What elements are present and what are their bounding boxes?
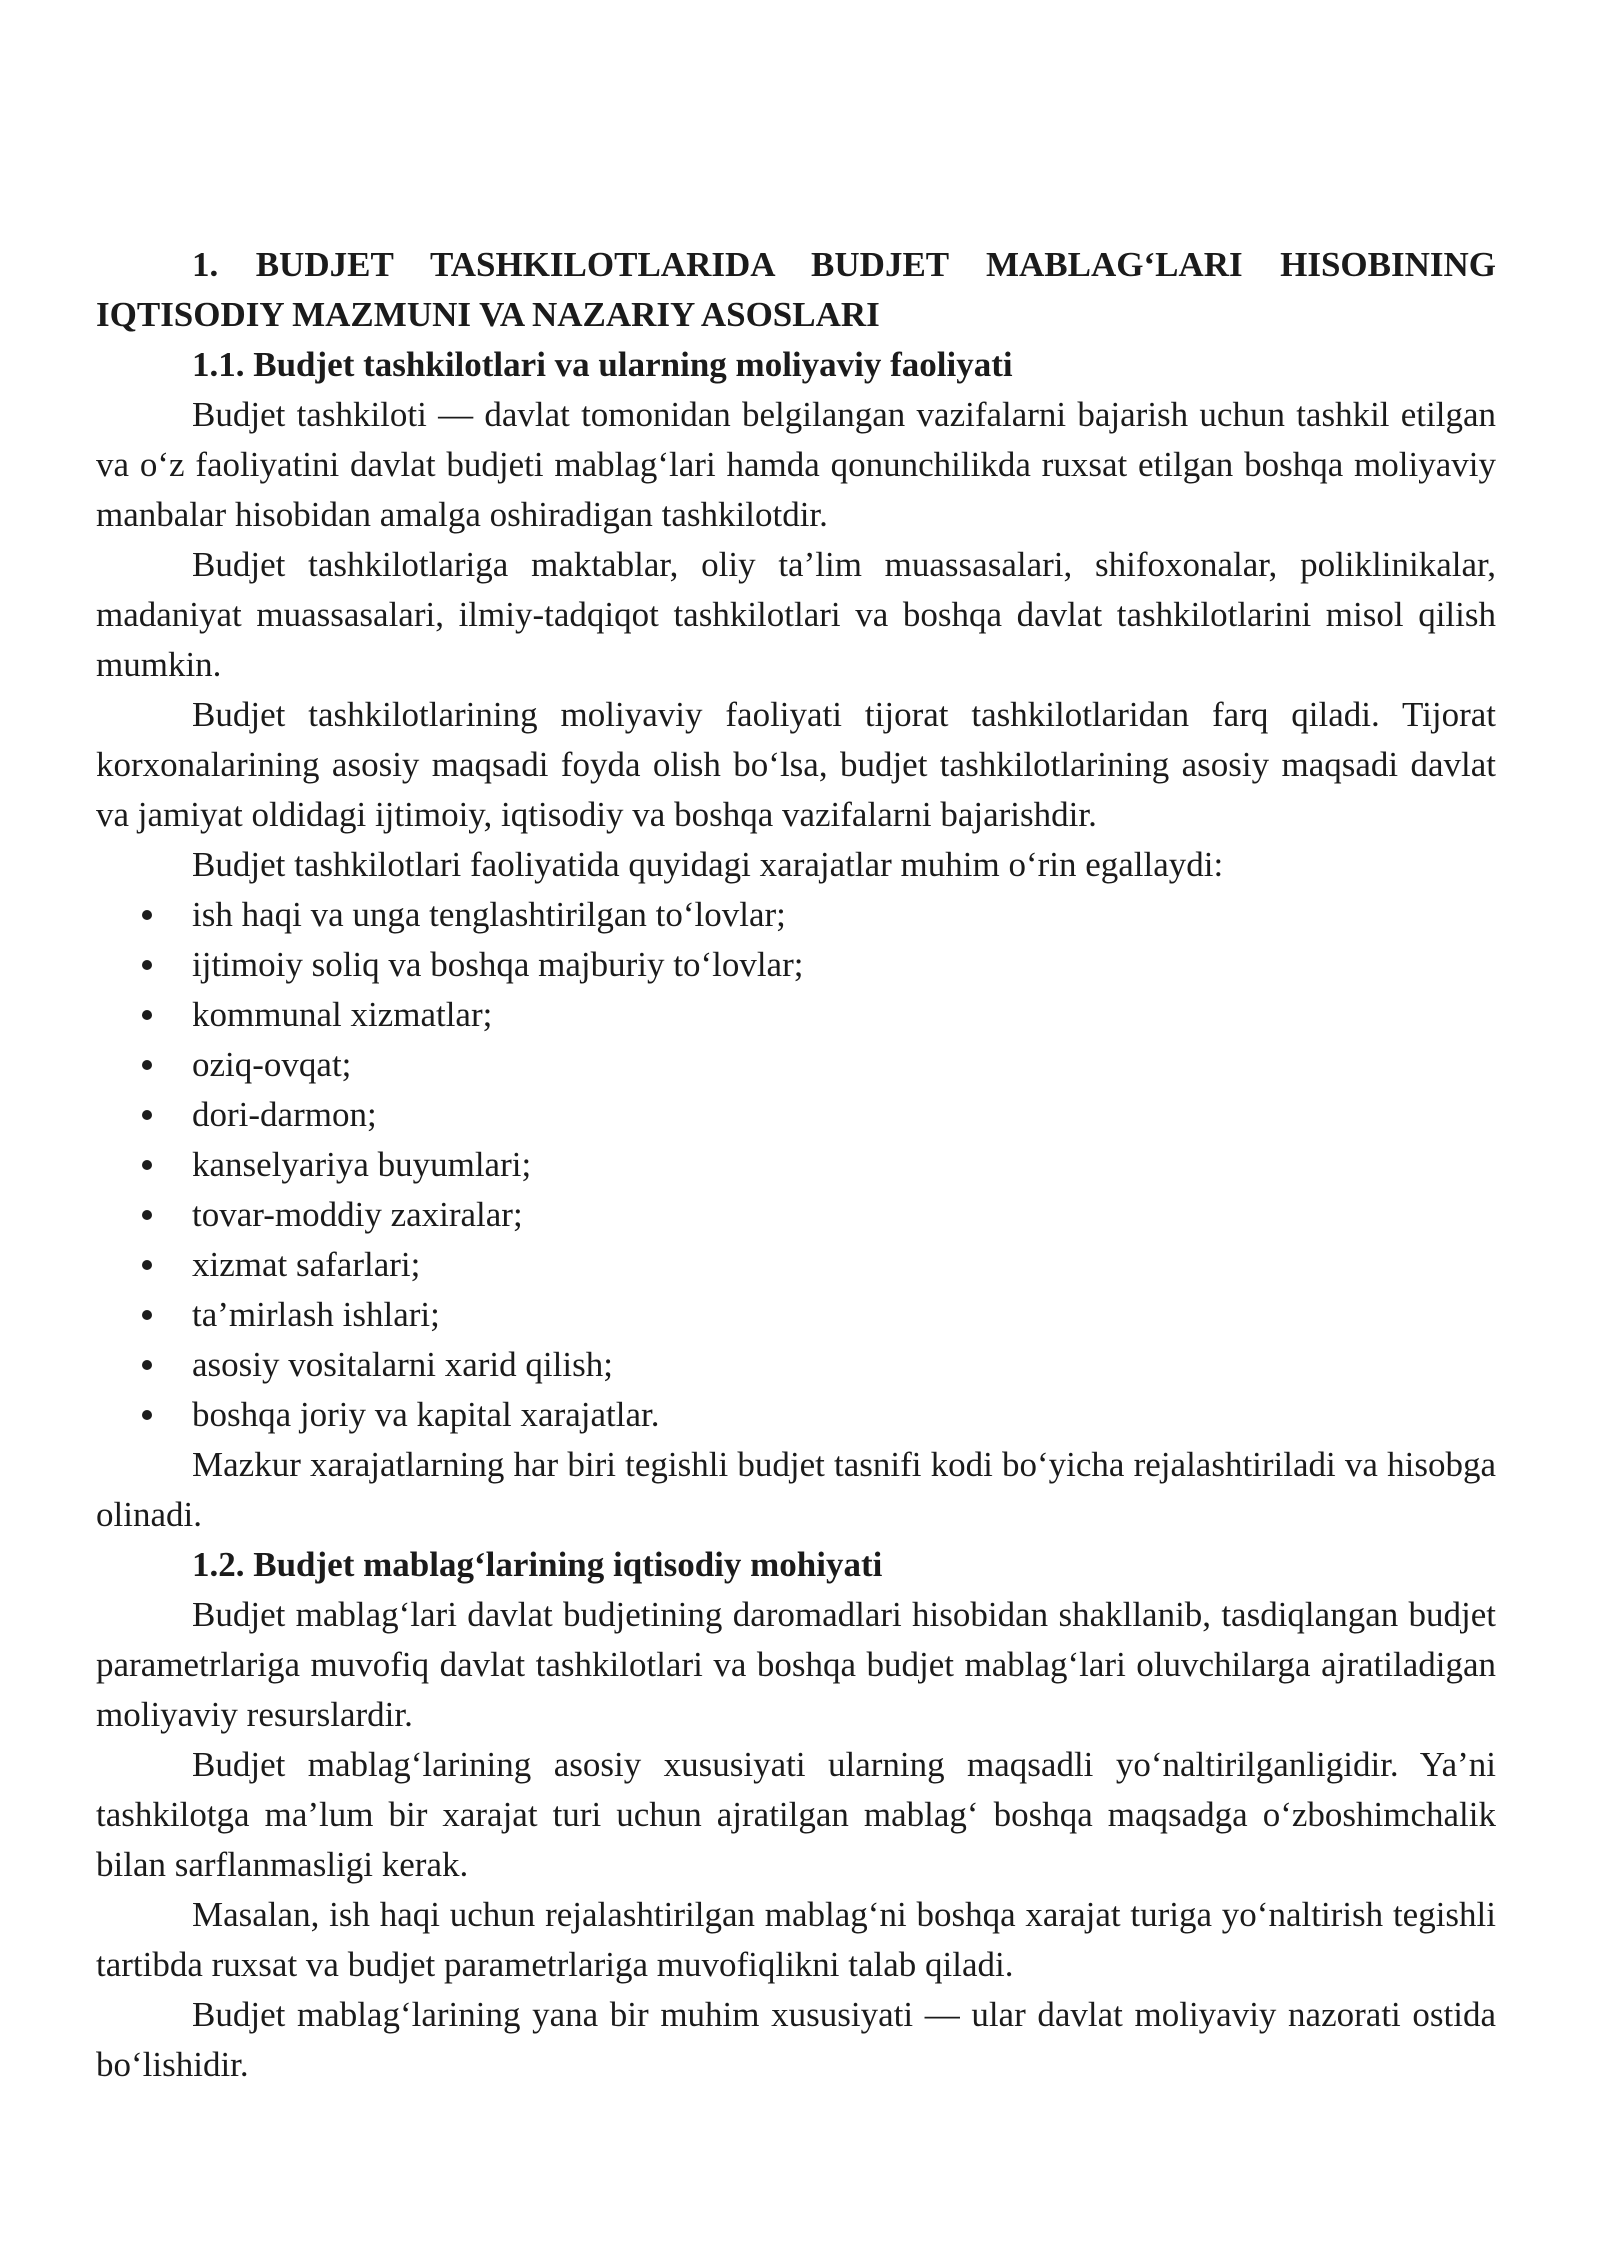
list-item: [96, 1390, 1496, 1440]
list-item: [96, 1290, 1496, 1340]
list-item: [96, 1040, 1496, 1090]
bullet-icon: [142, 1010, 152, 1020]
document-body: [96, 240, 1496, 2090]
section-1-closing: Mazkur xarajatlarning har biri tegishli budjet tasnifi kodi bo‘yicha rejalashtiriladi va hisobga olinadi.: [96, 1445, 1496, 1534]
bullet-icon: [142, 910, 152, 920]
list-item: [96, 890, 1496, 940]
bullet-icon: [142, 1210, 152, 1220]
bullet-icon: [142, 1360, 152, 1370]
section-1-paragraph: Budjet tashkilotlari faoliyatida quyidagi xarajatlar muhim o‘rin egallaydi:: [192, 845, 1224, 884]
list-item-text: tovar-moddiy zaxiralar;: [192, 1195, 523, 1234]
list-item-text: ijtimoiy soliq va boshqa majburiy to‘lovlar;: [192, 945, 804, 984]
list-item: [96, 1190, 1496, 1240]
bullet-icon: [142, 1060, 152, 1070]
section-1-paragraph: Budjet tashkiloti — davlat tomonidan belgilangan vazifalarni bajarish uchun tashkil etilgan va o‘z faoliyatini davlat budjeti mablag‘lari hamda qonunchilikda ruxsat etilgan boshqa moliyaviy manbalar hisobidan amalga oshiradigan tashkilotdir.: [96, 395, 1496, 534]
list-item: [96, 1140, 1496, 1190]
section-1-title: 1.1. Budjet tashkilotlari va ularning moliyaviy faoliyati: [192, 345, 1013, 384]
section-2-paragraph: Masalan, ish haqi uchun rejalashtirilgan mablag‘ni boshqa xarajat turiga yo‘naltirish tegishli tartibda ruxsat va budjet parametrlariga muvofiqlikni talab qiladi.: [96, 1895, 1496, 1984]
list-item-text: dori-darmon;: [192, 1095, 377, 1134]
list-item: [96, 940, 1496, 990]
bullet-icon: [142, 1260, 152, 1270]
list-item-text: oziq-ovqat;: [192, 1045, 352, 1084]
list-item: [96, 1090, 1496, 1140]
list-item: [96, 1340, 1496, 1390]
list-item-text: ish haqi va unga tenglashtirilgan to‘lovlar;: [192, 895, 786, 934]
section-1-paragraph: Budjet tashkilotlariga maktablar, oliy ta’lim muassasalari, shifoxonalar, poliklinikalar, madaniyat muassasalari, ilmiy-tadqiqot tashkilotlari va boshqa davlat tashkilotlarini misol qilish mumkin.: [96, 545, 1496, 684]
list-item: [96, 990, 1496, 1040]
list-item-text: kommunal xizmatlar;: [192, 995, 493, 1034]
section-2-title: 1.2. Budjet mablag‘larining iqtisodiy mohiyati: [192, 1545, 883, 1584]
section-2-paragraph: Budjet mablag‘lari davlat budjetining daromadlari hisobidan shakllanib, tasdiqlangan budjet parametrlariga muvofiq davlat tashkilotlari va boshqa budjet mablag‘lari oluvchilarga ajratiladigan moliyaviy resurslardir.: [96, 1595, 1496, 1734]
list-item-text: boshqa joriy va kapital xarajatlar.: [192, 1395, 660, 1434]
bullet-icon: [142, 1110, 152, 1120]
bullet-icon: [142, 1410, 152, 1420]
bullet-icon: [142, 1310, 152, 1320]
list-item: [96, 1240, 1496, 1290]
bullet-icon: [142, 1160, 152, 1170]
section-1-paragraph: Budjet tashkilotlarining moliyaviy faoliyati tijorat tashkilotlaridan farq qiladi. Tijorat korxonalarining asosiy maqsadi foyda olish bo‘lsa, budjet tashkilotlarining asosiy maqsadi davlat va jamiyat oldidagi ijtimoiy, iqtisodiy va boshqa vazifalarni bajarishdir.: [96, 695, 1496, 834]
list-item-text: xizmat safarlari;: [192, 1245, 421, 1284]
section-2-paragraph: Budjet mablag‘larining yana bir muhim xususiyati — ular davlat moliyaviy nazorati ostida bo‘lishidir.: [96, 1995, 1496, 2084]
bullet-icon: [142, 960, 152, 970]
list-item-text: ta’mirlash ishlari;: [192, 1295, 440, 1334]
section-2-paragraph: Budjet mablag‘larining asosiy xususiyati ularning maqsadli yo‘naltirilganligidir. Ya’ni tashkilotga ma’lum bir xarajat turi uchun ajratilgan mablag‘ boshqa maqsadga o‘zboshimchalik bilan sarflanmasligi kerak.: [96, 1745, 1496, 1884]
chapter-heading: 1. BUDJET TASHKILOTLARIDA BUDJET MABLAG‘LARI HISOBINING IQTISODIY MAZMUNI VA NAZARIY ASOSLARI: [96, 245, 1496, 334]
list-item-text: asosiy vositalarni xarid qilish;: [192, 1345, 613, 1384]
list-item-text: kanselyariya buyumlari;: [192, 1145, 532, 1184]
expenses-list: [96, 890, 1496, 1440]
